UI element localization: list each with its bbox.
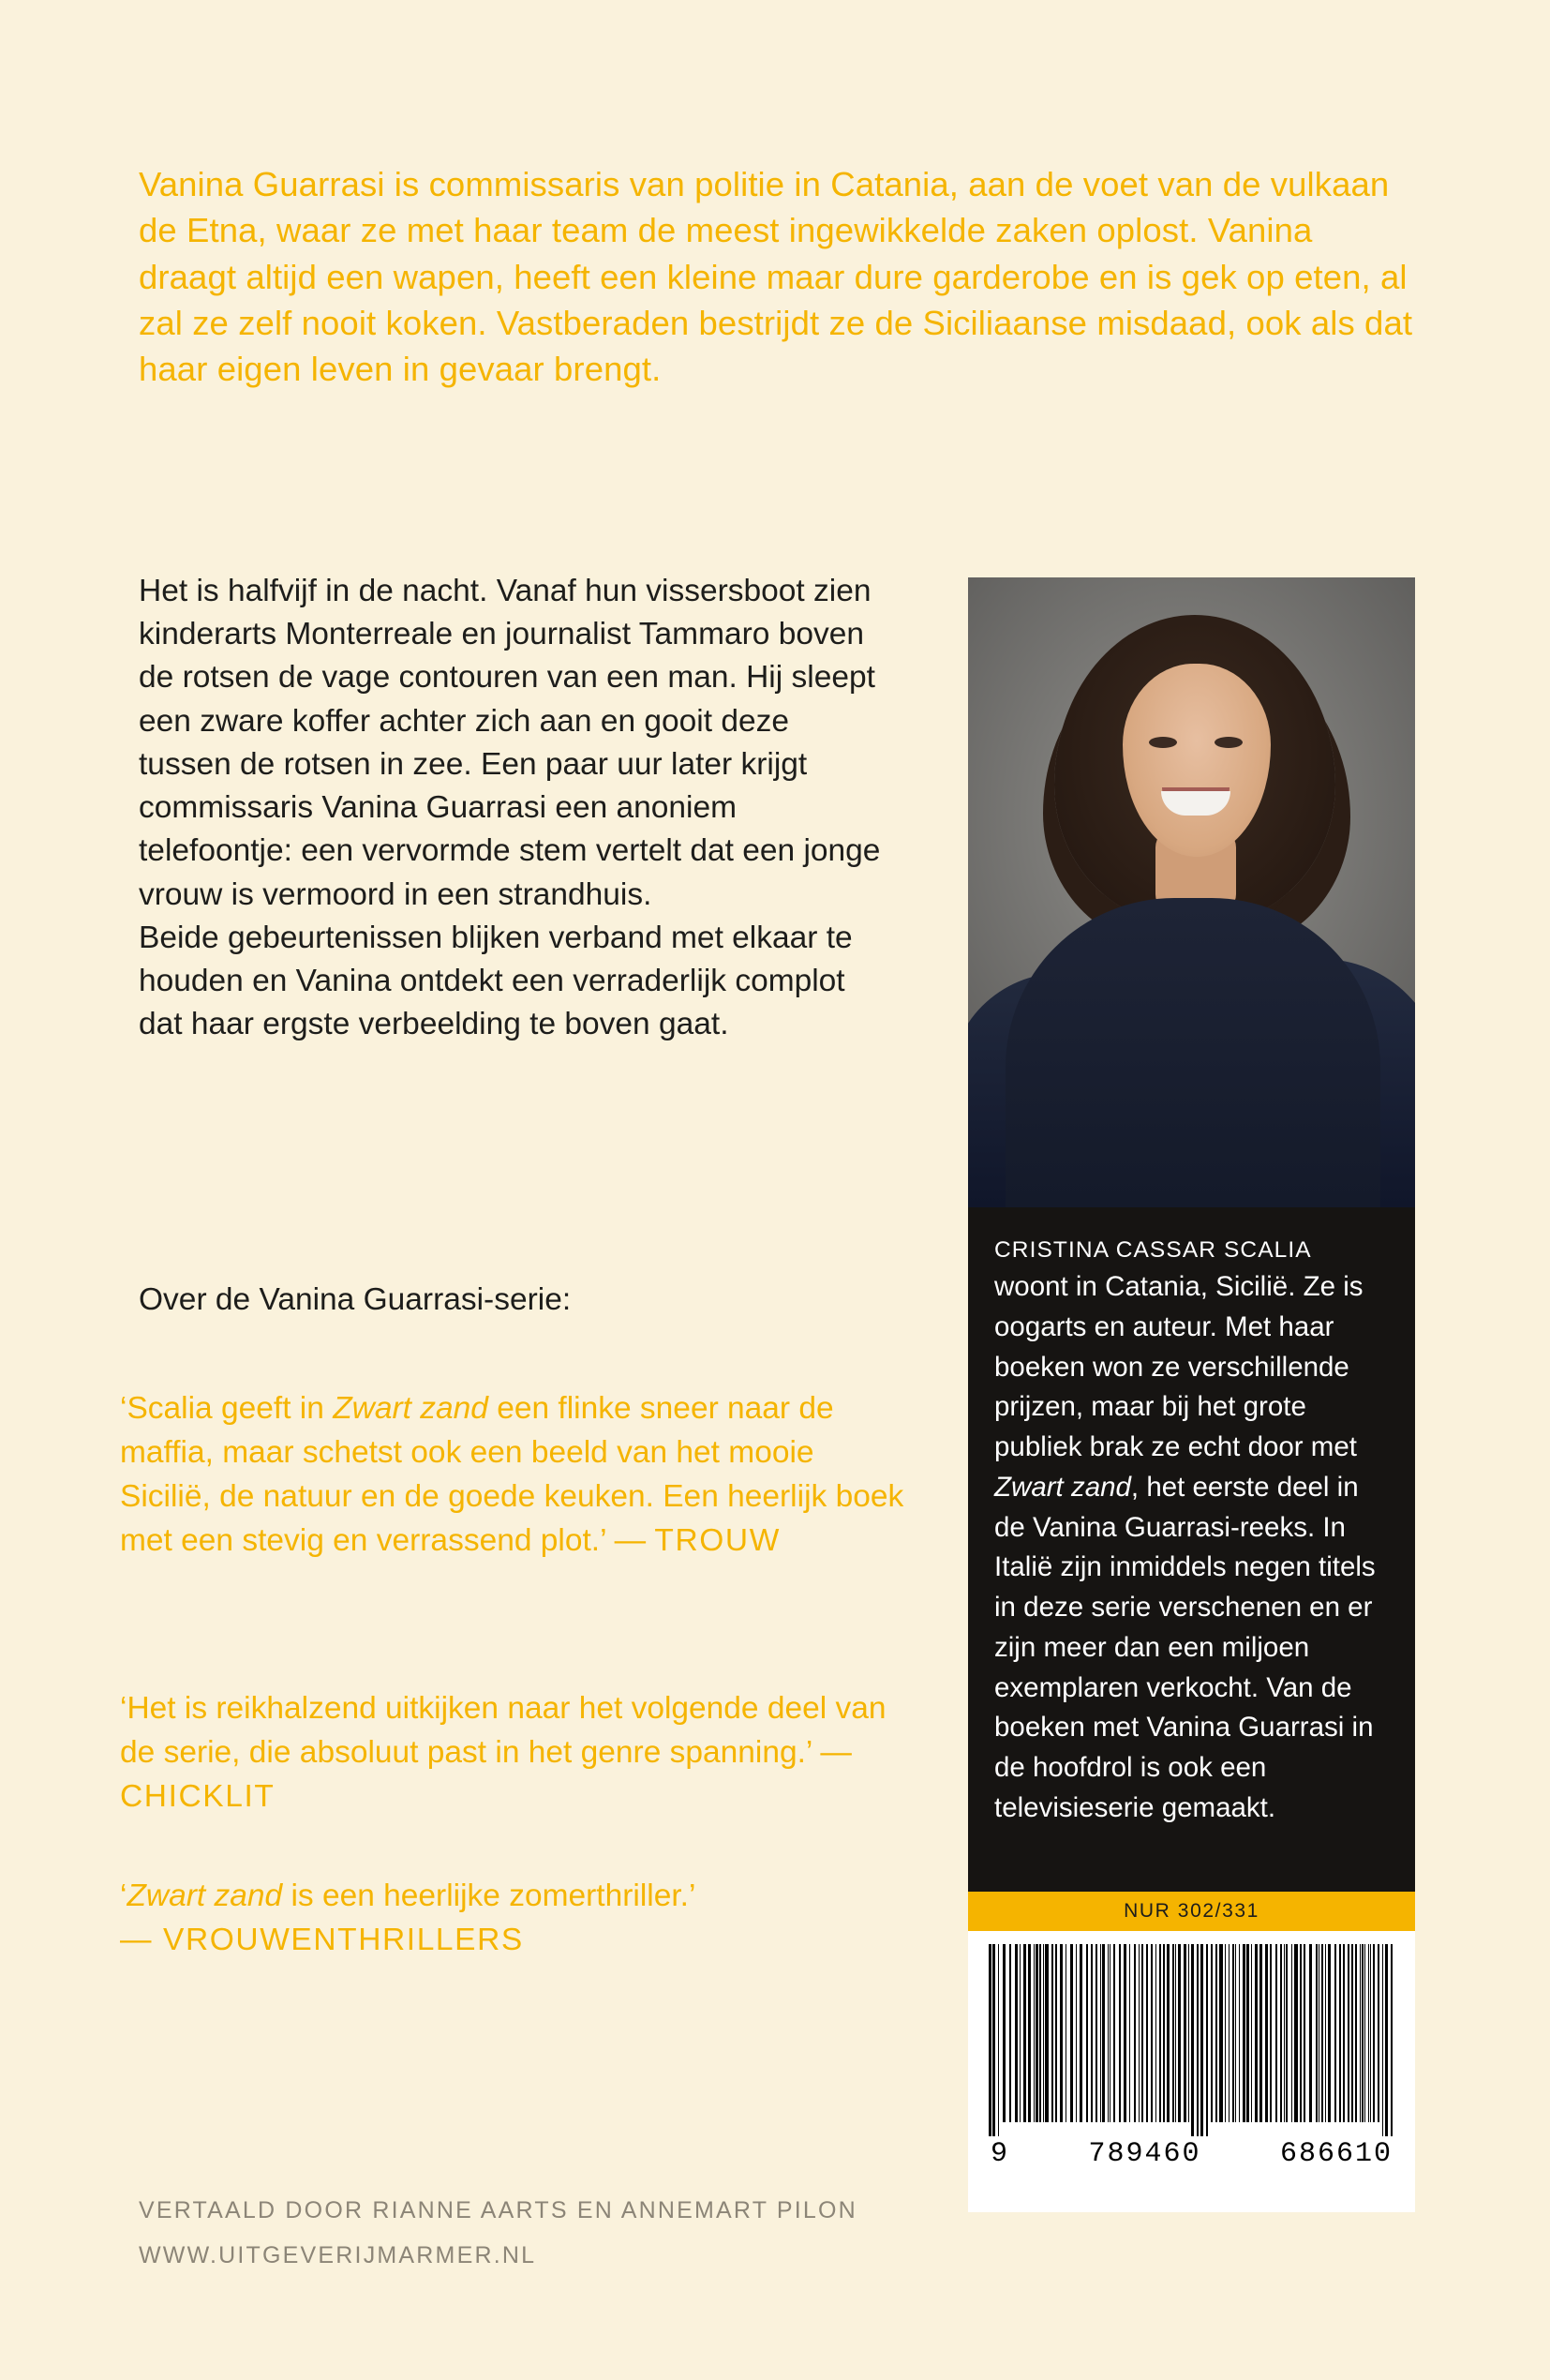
over-series-label: Over de Vanina Guarrasi-serie: xyxy=(139,1282,572,1317)
quote-title: Zwart zand xyxy=(127,1879,283,1913)
isbn-group-2: 686610 xyxy=(1279,2138,1393,2170)
quote-source: CHICKLIT xyxy=(120,1778,276,1814)
photo-torso xyxy=(1006,898,1380,1207)
synopsis-block xyxy=(139,570,888,1046)
synopsis-paragraph-1: Het is halfvijf in de nacht. Vanaf hun vissersboot zien kinderarts Monterreale en journalist Tammaro boven de rotsen de vage contouren van een man. Hij sleept een zware koffer achter zich aan en gooit deze tussen de rotsen in zee. Een paar uur later krijgt commissaris Vanina Guarrasi een anoniem telefoontje: een vervormde stem vertelt dat een jonge vrouw is vermoord in een strandhuis. xyxy=(139,574,881,912)
quote-source: — VROUWENTHRILLERS xyxy=(120,1922,524,1957)
isbn-digit-left: 9 xyxy=(991,2138,1010,2170)
translators-credit: VERTAALD DOOR RIANNE AARTS EN ANNEMART PILON xyxy=(139,2197,857,2223)
photo-eye-left xyxy=(1149,737,1177,748)
isbn-barcode xyxy=(968,1931,1415,2212)
quote-post: een flinke sneer naar de maffia, maar schetst ook een beeld van het mooie Sicilië, de natuur en de goede keuken. Een heerlijk boek met een stevig en verrassend plot.’ — xyxy=(120,1391,904,1558)
quote-source: TROUW xyxy=(654,1522,781,1558)
footer xyxy=(139,2189,907,2278)
quote-pre: ‘Het is reikhalzend uitkijken naar het volgende deel van de serie, die absoluut past in het genre spanning.’ — xyxy=(120,1691,887,1770)
author-column xyxy=(968,577,1415,1207)
barcode-bars xyxy=(989,1944,1394,2136)
bio-pre: woont in Catania, Sicilië. Ze is oogarts en auteur. Met haar boeken won ze verschillende prijzen, maar bij het grote publiek brak ze echt door met xyxy=(994,1271,1364,1463)
quote-post: is een heerlijke zomerthriller.’ xyxy=(282,1879,696,1913)
bio-title: Zwart zand xyxy=(994,1471,1131,1503)
publisher-website[interactable]: WWW.UITGEVERIJMARMER.NL xyxy=(139,2241,537,2268)
author-name: CRISTINA CASSAR SCALIA xyxy=(994,1237,1312,1263)
photo-eye-right xyxy=(1215,737,1243,748)
quote-pre: ‘ xyxy=(120,1879,127,1913)
author-bio-box xyxy=(968,1207,1415,1892)
author-portrait-photo xyxy=(968,577,1415,1207)
quote-pre: ‘Scalia geeft in xyxy=(120,1391,334,1426)
bio-post: , het eerste deel in de Vanina Guarrasi-reeks. In Italië zijn inmiddels negen titels in deze serie verschenen en er zijn meer dan een miljoen exemplaren verkocht. Van de boeken met Vanina Guarrasi in de hoofdrol is ook een televisieserie gemaakt. xyxy=(994,1471,1376,1823)
author-bio-text xyxy=(994,1267,1389,1829)
nur-code-bar: NUR 302/331 xyxy=(968,1892,1415,1931)
isbn-group-1: 789460 xyxy=(1088,2138,1201,2170)
review-quote-vrouwenthrillers xyxy=(120,1875,907,1963)
series-blurb: Vanina Guarrasi is commissaris van politie in Catania, aan de voet van de vulkaan de Etna, waar ze met haar team de meest ingewikkelde zaken oplost. Vanina draagt altijd een wapen, heeft een kleine maar dure garderobe en is gek op eten, al zal ze zelf nooit koken. Vastberaden bestrijdt ze de Siciliaanse misdaad, ook als dat haar eigen leven in gevaar brengt. xyxy=(139,165,1413,389)
review-quote-chicklit xyxy=(120,1687,907,1819)
review-quote-trouw xyxy=(120,1387,907,1564)
synopsis-paragraph-2: Beide gebeurtenissen blijken verband met elkaar te houden en Vanina ontdekt een verraderlijk complot dat haar ergste verbeelding te boven gaat. xyxy=(139,920,853,1042)
quote-title: Zwart zand xyxy=(333,1391,488,1426)
barcode-digits xyxy=(989,2138,1394,2170)
